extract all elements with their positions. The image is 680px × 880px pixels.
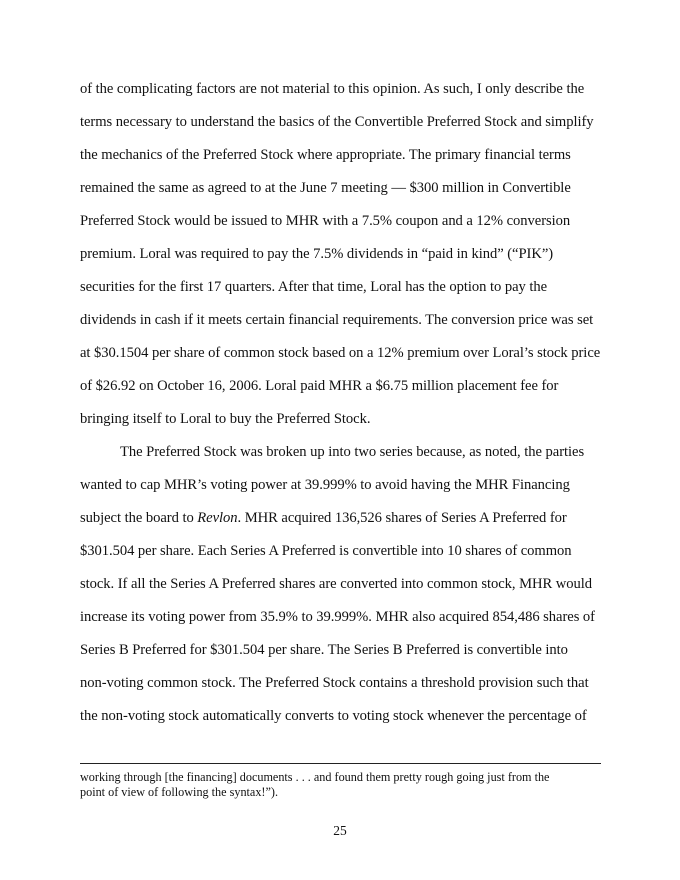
body-line: terms necessary to understand the basics of the Convertible Preferred Stock and simplify <box>80 114 594 130</box>
body-line: securities for the first 17 quarters. After that time, Loral has the option to pay the <box>80 279 548 295</box>
body-line: Preferred Stock would be issued to MHR with a 7.5% coupon and a 12% conversion <box>80 213 571 229</box>
body-line: non-voting common stock. The Preferred Stock contains a threshold provision such that <box>80 675 589 691</box>
body-text-segment: . MHR acquired 136,526 shares of Series A Preferred for <box>237 510 567 526</box>
body-line: the mechanics of the Preferred Stock where appropriate. The primary financial terms <box>80 147 571 163</box>
body-line: at $30.1504 per share of common stock based on a 12% premium over Loral’s stock price <box>80 345 601 361</box>
body-line: increase its voting power from 35.9% to 39.999%. MHR also acquired 854,486 shares of <box>80 609 595 625</box>
paragraph-first-line: The Preferred Stock was broken up into two series because, as noted, the parties <box>120 444 585 460</box>
body-line: Series B Preferred for $301.504 per share. The Series B Preferred is convertible into <box>80 642 568 658</box>
body-line: $301.504 per share. Each Series A Preferred is convertible into 10 shares of common <box>80 543 572 559</box>
body-line: dividends in cash if it meets certain financial requirements. The conversion price was set <box>80 312 594 328</box>
body-line: bringing itself to Loral to buy the Preferred Stock. <box>80 411 371 427</box>
body-line: premium. Loral was required to pay the 7.5% dividends in “paid in kind” (“PIK”) <box>80 246 554 262</box>
footnote-divider <box>80 763 601 764</box>
body-line: of $26.92 on October 16, 2006. Loral paid MHR a $6.75 million placement fee for <box>80 378 559 394</box>
body-line: wanted to cap MHR’s voting power at 39.999% to avoid having the MHR Financing <box>80 477 570 493</box>
body-text-segment: subject the board to <box>80 510 198 526</box>
footnote-line: point of view of following the syntax!”). <box>80 785 279 799</box>
case-name-italic: Revlon <box>197 510 238 526</box>
body-line: of the complicating factors are not material to this opinion. As such, I only describe the <box>80 81 585 97</box>
body-line: stock. If all the Series A Preferred shares are converted into common stock, MHR would <box>80 576 593 592</box>
body-line <box>80 509 567 527</box>
page-number: 25 <box>333 823 347 838</box>
body-line: remained the same as agreed to at the June 7 meeting — $300 million in Convertible <box>80 180 571 196</box>
body-line: the non-voting stock automatically converts to voting stock whenever the percentage of <box>80 708 587 724</box>
footnote-line: working through [the financing] documents . . . and found them pretty rough going just from the <box>80 770 550 784</box>
